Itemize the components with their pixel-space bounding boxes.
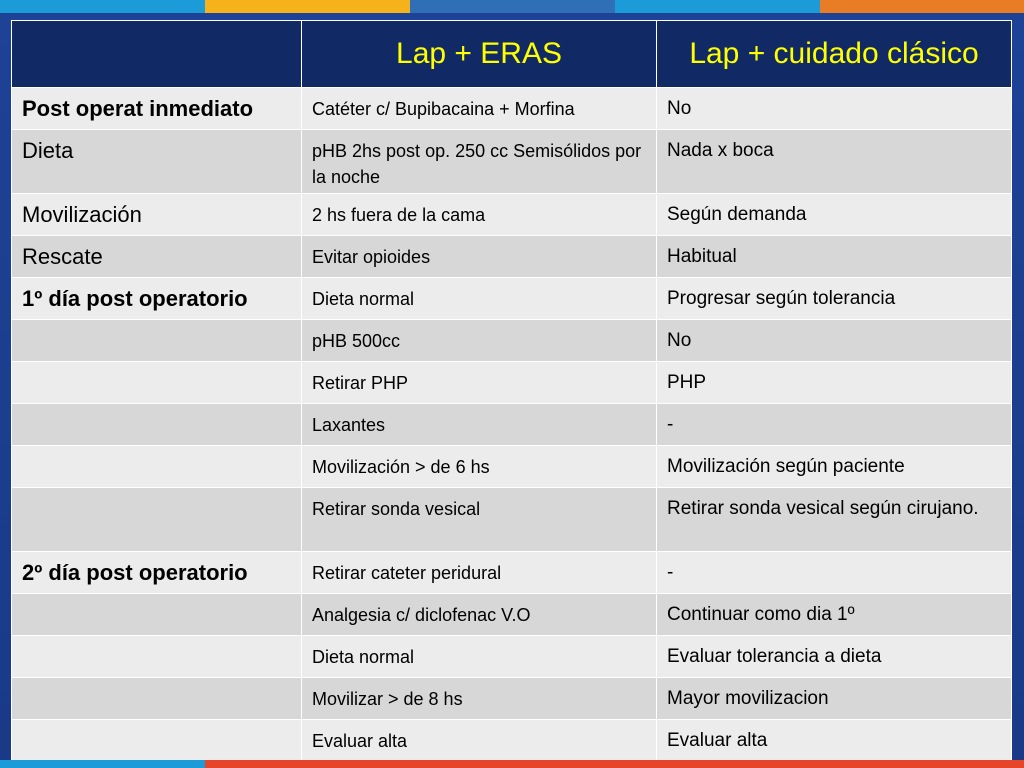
clasico-cell: No [657,88,1012,130]
table-row [12,636,1012,678]
row-label: Rescate [12,236,302,278]
table-row [12,362,1012,404]
eras-cell: Movilización > de 6 hs [302,446,657,488]
row-label [12,594,302,636]
header-cell-eras: Lap + ERAS [302,21,657,88]
row-label [12,320,302,362]
top-color-bar [0,0,1024,13]
clasico-cell: Según demanda [657,194,1012,236]
eras-cell: Movilizar > de 8 hs [302,678,657,720]
clasico-cell: Movilización según paciente [657,446,1012,488]
clasico-cell: Evaluar alta [657,720,1012,762]
table-row [12,130,1012,194]
row-label [12,636,302,678]
row-label: Post operat inmediato [12,88,302,130]
table-header-row [12,21,1012,88]
row-label [12,446,302,488]
table-row [12,88,1012,130]
row-label: 2º día post operatorio [12,552,302,594]
eras-cell: Analgesia c/ diclofenac V.O [302,594,657,636]
eras-cell: Evaluar alta [302,720,657,762]
clasico-cell: Progresar según tolerancia [657,278,1012,320]
row-label [12,678,302,720]
table-row [12,446,1012,488]
clasico-cell: - [657,552,1012,594]
header-cell-clasico: Lap + cuidado clásico [657,21,1012,88]
table-row [12,236,1012,278]
row-label: Movilización [12,194,302,236]
row-label [12,488,302,552]
table-row [12,320,1012,362]
clasico-cell: Nada x boca [657,130,1012,194]
clasico-cell: Continuar como dia 1º [657,594,1012,636]
eras-cell: Retirar sonda vesical [302,488,657,552]
table-row [12,594,1012,636]
clasico-cell: PHP [657,362,1012,404]
eras-cell: Retirar cateter peridural [302,552,657,594]
table-row [12,278,1012,320]
clasico-cell: No [657,320,1012,362]
clasico-cell: Evaluar tolerancia a dieta [657,636,1012,678]
clasico-cell: Retirar sonda vesical según cirujano. [657,488,1012,552]
eras-cell: Catéter c/ Bupibacaina + Morfina [302,88,657,130]
comparison-table [11,20,1012,762]
row-label: Dieta [12,130,302,194]
header-cell-empty [12,21,302,88]
eras-cell: Laxantes [302,404,657,446]
row-label [12,362,302,404]
row-label [12,404,302,446]
table-row [12,678,1012,720]
row-label: 1º día post operatorio [12,278,302,320]
table-row [12,194,1012,236]
table-row [12,720,1012,762]
eras-cell: 2 hs fuera de la cama [302,194,657,236]
table-row [12,404,1012,446]
clasico-cell: - [657,404,1012,446]
eras-cell: Dieta normal [302,636,657,678]
table-row [12,552,1012,594]
eras-cell: Retirar PHP [302,362,657,404]
eras-cell: pHB 500cc [302,320,657,362]
eras-cell: Evitar opioides [302,236,657,278]
table-row [12,488,1012,552]
eras-cell: Dieta normal [302,278,657,320]
clasico-cell: Mayor movilizacion [657,678,1012,720]
row-label [12,720,302,762]
clasico-cell: Habitual [657,236,1012,278]
eras-cell: pHB 2hs post op. 250 cc Semisólidos por la noche [302,130,657,194]
bottom-color-bar [0,760,1024,768]
